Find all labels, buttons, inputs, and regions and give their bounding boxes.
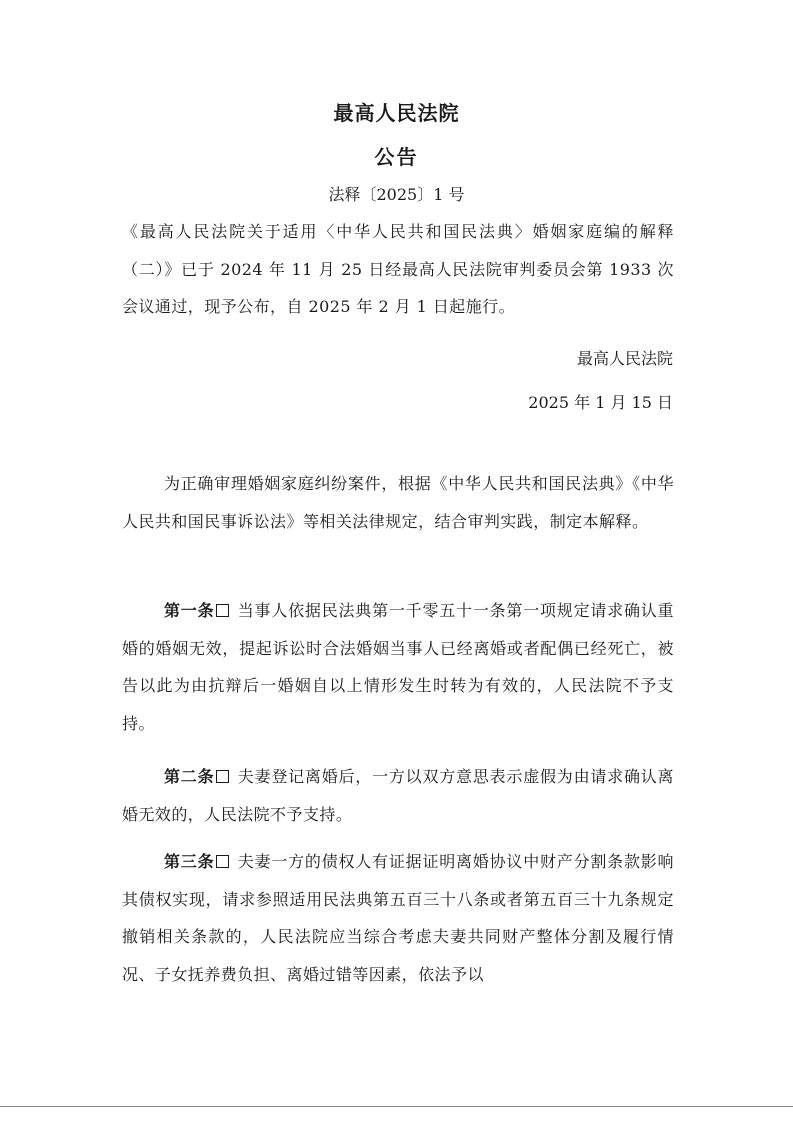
article-3-heading: 第三条 bbox=[164, 852, 215, 871]
article-1 bbox=[122, 592, 674, 742]
article-2 bbox=[122, 758, 674, 833]
page-bottom-divider bbox=[0, 1106, 793, 1107]
article-1-heading: 第一条 bbox=[164, 601, 215, 620]
checkbox-glyph-icon bbox=[216, 770, 229, 783]
signature-court: 最高人民法院 bbox=[576, 349, 673, 368]
notice-title: 公告 bbox=[374, 145, 419, 169]
court-title: 最高人民法院 bbox=[333, 101, 460, 125]
article-3-text: 夫妻一方的债权人有证据证明离婚协议中财产分割条款影响其债权实现，请求参照适用民法典第五百三十八条或者第五百三十九条规定撤销相关条款的，人民法院应当综合考虑夫妻共同财产整体分割及履行情况、子女抚养费负担、离婚过错等因素，依法予以 bbox=[122, 852, 675, 984]
preamble-paragraph: 为正确审理婚姻家庭纠纷案件，根据《中华人民共和国民法典》《中华人民共和国民事诉讼法》等相关法律规定，结合审判实践，制定本解释。 bbox=[122, 474, 674, 531]
announcement-text: 《最高人民法院关于适用〈中华人民共和国民法典〉婚姻家庭编的解释（二）》已于 2024 年 11 月 25 日经最高人民法院审判委员会第 1933 次会议通过，现予公布，自 2025 年 2 月 1 日起施行。 bbox=[122, 222, 674, 316]
article-2-heading: 第二条 bbox=[164, 767, 215, 786]
checkbox-glyph-icon bbox=[216, 855, 229, 868]
article-3 bbox=[122, 843, 674, 993]
article-2-text: 夫妻登记离婚后，一方以双方意思表示虚假为由请求确认离婚无效的，人民法院不予支持。 bbox=[122, 767, 675, 824]
signature-date: 2025 年 1 月 15 日 bbox=[528, 393, 673, 412]
document-number: 法释〔2025〕1 号 bbox=[328, 185, 465, 204]
article-1-text: 当事人依据民法典第一千零五十一条第一项规定请求确认重婚的婚姻无效，提起诉讼时合法婚姻当事人已经离婚或者配偶已经死亡，被告以此为由抗辩后一婚姻自以上情形发生时转为有效的，人民法院不予支持。 bbox=[122, 601, 675, 733]
checkbox-glyph-icon bbox=[216, 604, 229, 617]
